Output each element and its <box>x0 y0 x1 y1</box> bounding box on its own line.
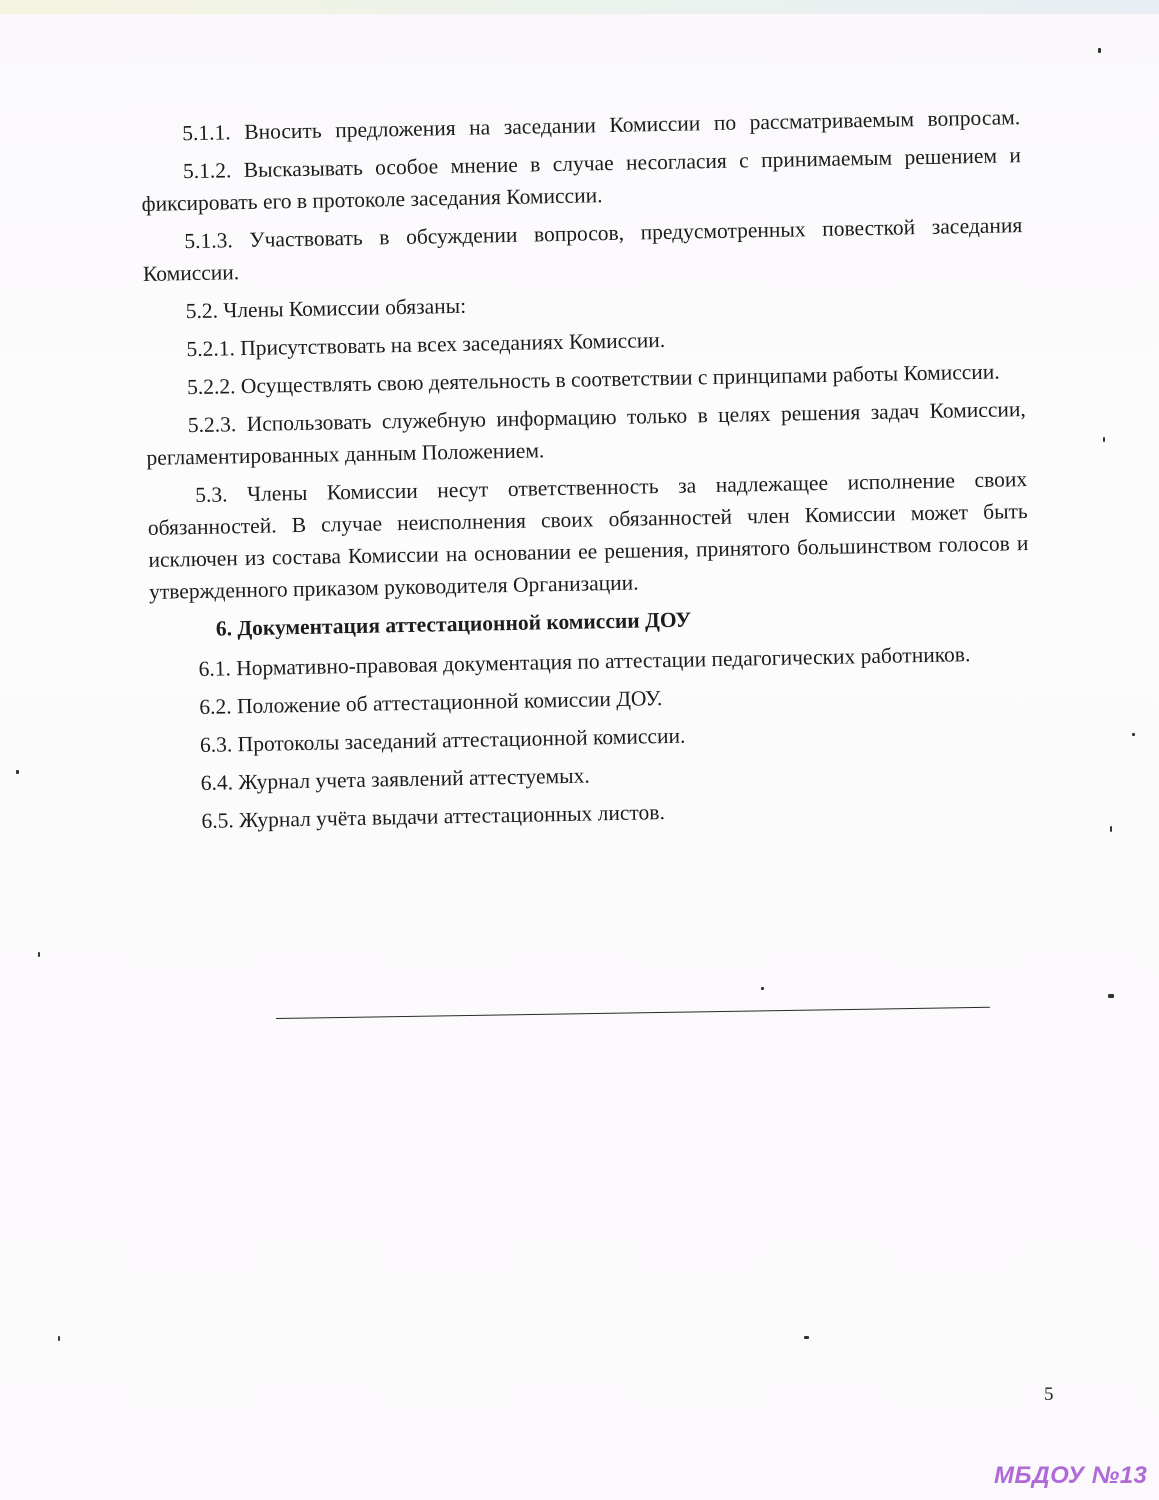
page-number: 5 <box>1044 1384 1054 1405</box>
paragraph-5-1-1: 5.1.1. Вносить предложения на заседании Комиссии по рассматриваемым вопросам. <box>182 105 1021 146</box>
paragraph-6-3: 6.3. Протоколы заседаний аттестационной комиссии. <box>199 723 686 757</box>
paragraph-5-3: 5.3. Члены Комиссии несут ответственность за надлежащее исполнение своих обязанностей. В случае неисполнения своих обязанностей член Комиссии может быть исключен из состава Комиссии на основании ее решения, принятого большинством голосов и утвержденного приказом руководителя Организации. <box>147 467 1029 604</box>
paragraph-6-1: 6.1. Нормативно-правовая документация по аттестации педагогических работников. <box>198 642 971 681</box>
scan-speck <box>16 770 19 774</box>
paragraph-6-4: 6.4. Журнал учета заявлений аттестуемых. <box>200 763 590 795</box>
scan-speck <box>1103 437 1105 442</box>
scan-speck <box>804 1336 809 1339</box>
paragraph-5-2: 5.2. Члены Комиссии обязаны: <box>185 293 467 324</box>
paragraph-5-2-1: 5.2.1. Присутствовать на всех заседаниях Комиссии. <box>186 327 666 362</box>
paragraph-5-1-2: 5.1.2. Высказывать особое мнение в случае несогласия с принимаемым решением и фиксировать его в протоколе заседания Комиссии. <box>141 143 1022 216</box>
scan-top-edge <box>0 0 1159 14</box>
section-6-heading: 6. Документация аттестационной комиссии ДОУ <box>215 607 692 641</box>
scan-speck <box>1108 994 1114 998</box>
scan-speck <box>1132 733 1135 736</box>
scan-speck <box>38 952 40 957</box>
scan-speck <box>1110 826 1112 832</box>
scan-speck <box>761 987 764 990</box>
paragraph-6-5: 6.5. Журнал учёта выдачи аттестационных листов. <box>201 800 666 833</box>
paragraph-5-2-3: 5.2.3. Использовать служебную информацию только в целях решения задач Комиссии, регламентированных данным Положением. <box>146 397 1026 470</box>
scan-speck <box>58 1336 60 1341</box>
paragraph-5-1-3: 5.1.3. Участвовать в обсуждении вопросов, предусмотренных повесткой заседания Комиссии. <box>142 213 1023 286</box>
paragraph-5-2-2: 5.2.2. Осуществлять свою деятельность в соответствии с принципами работы Комиссии. <box>186 359 1000 400</box>
paragraph-6-2: 6.2. Положение об аттестационной комиссии ДОУ. <box>199 686 663 719</box>
scan-speck <box>1098 48 1101 53</box>
watermark: МБДОУ №13 <box>994 1462 1148 1489</box>
document-body <box>140 101 1034 844</box>
